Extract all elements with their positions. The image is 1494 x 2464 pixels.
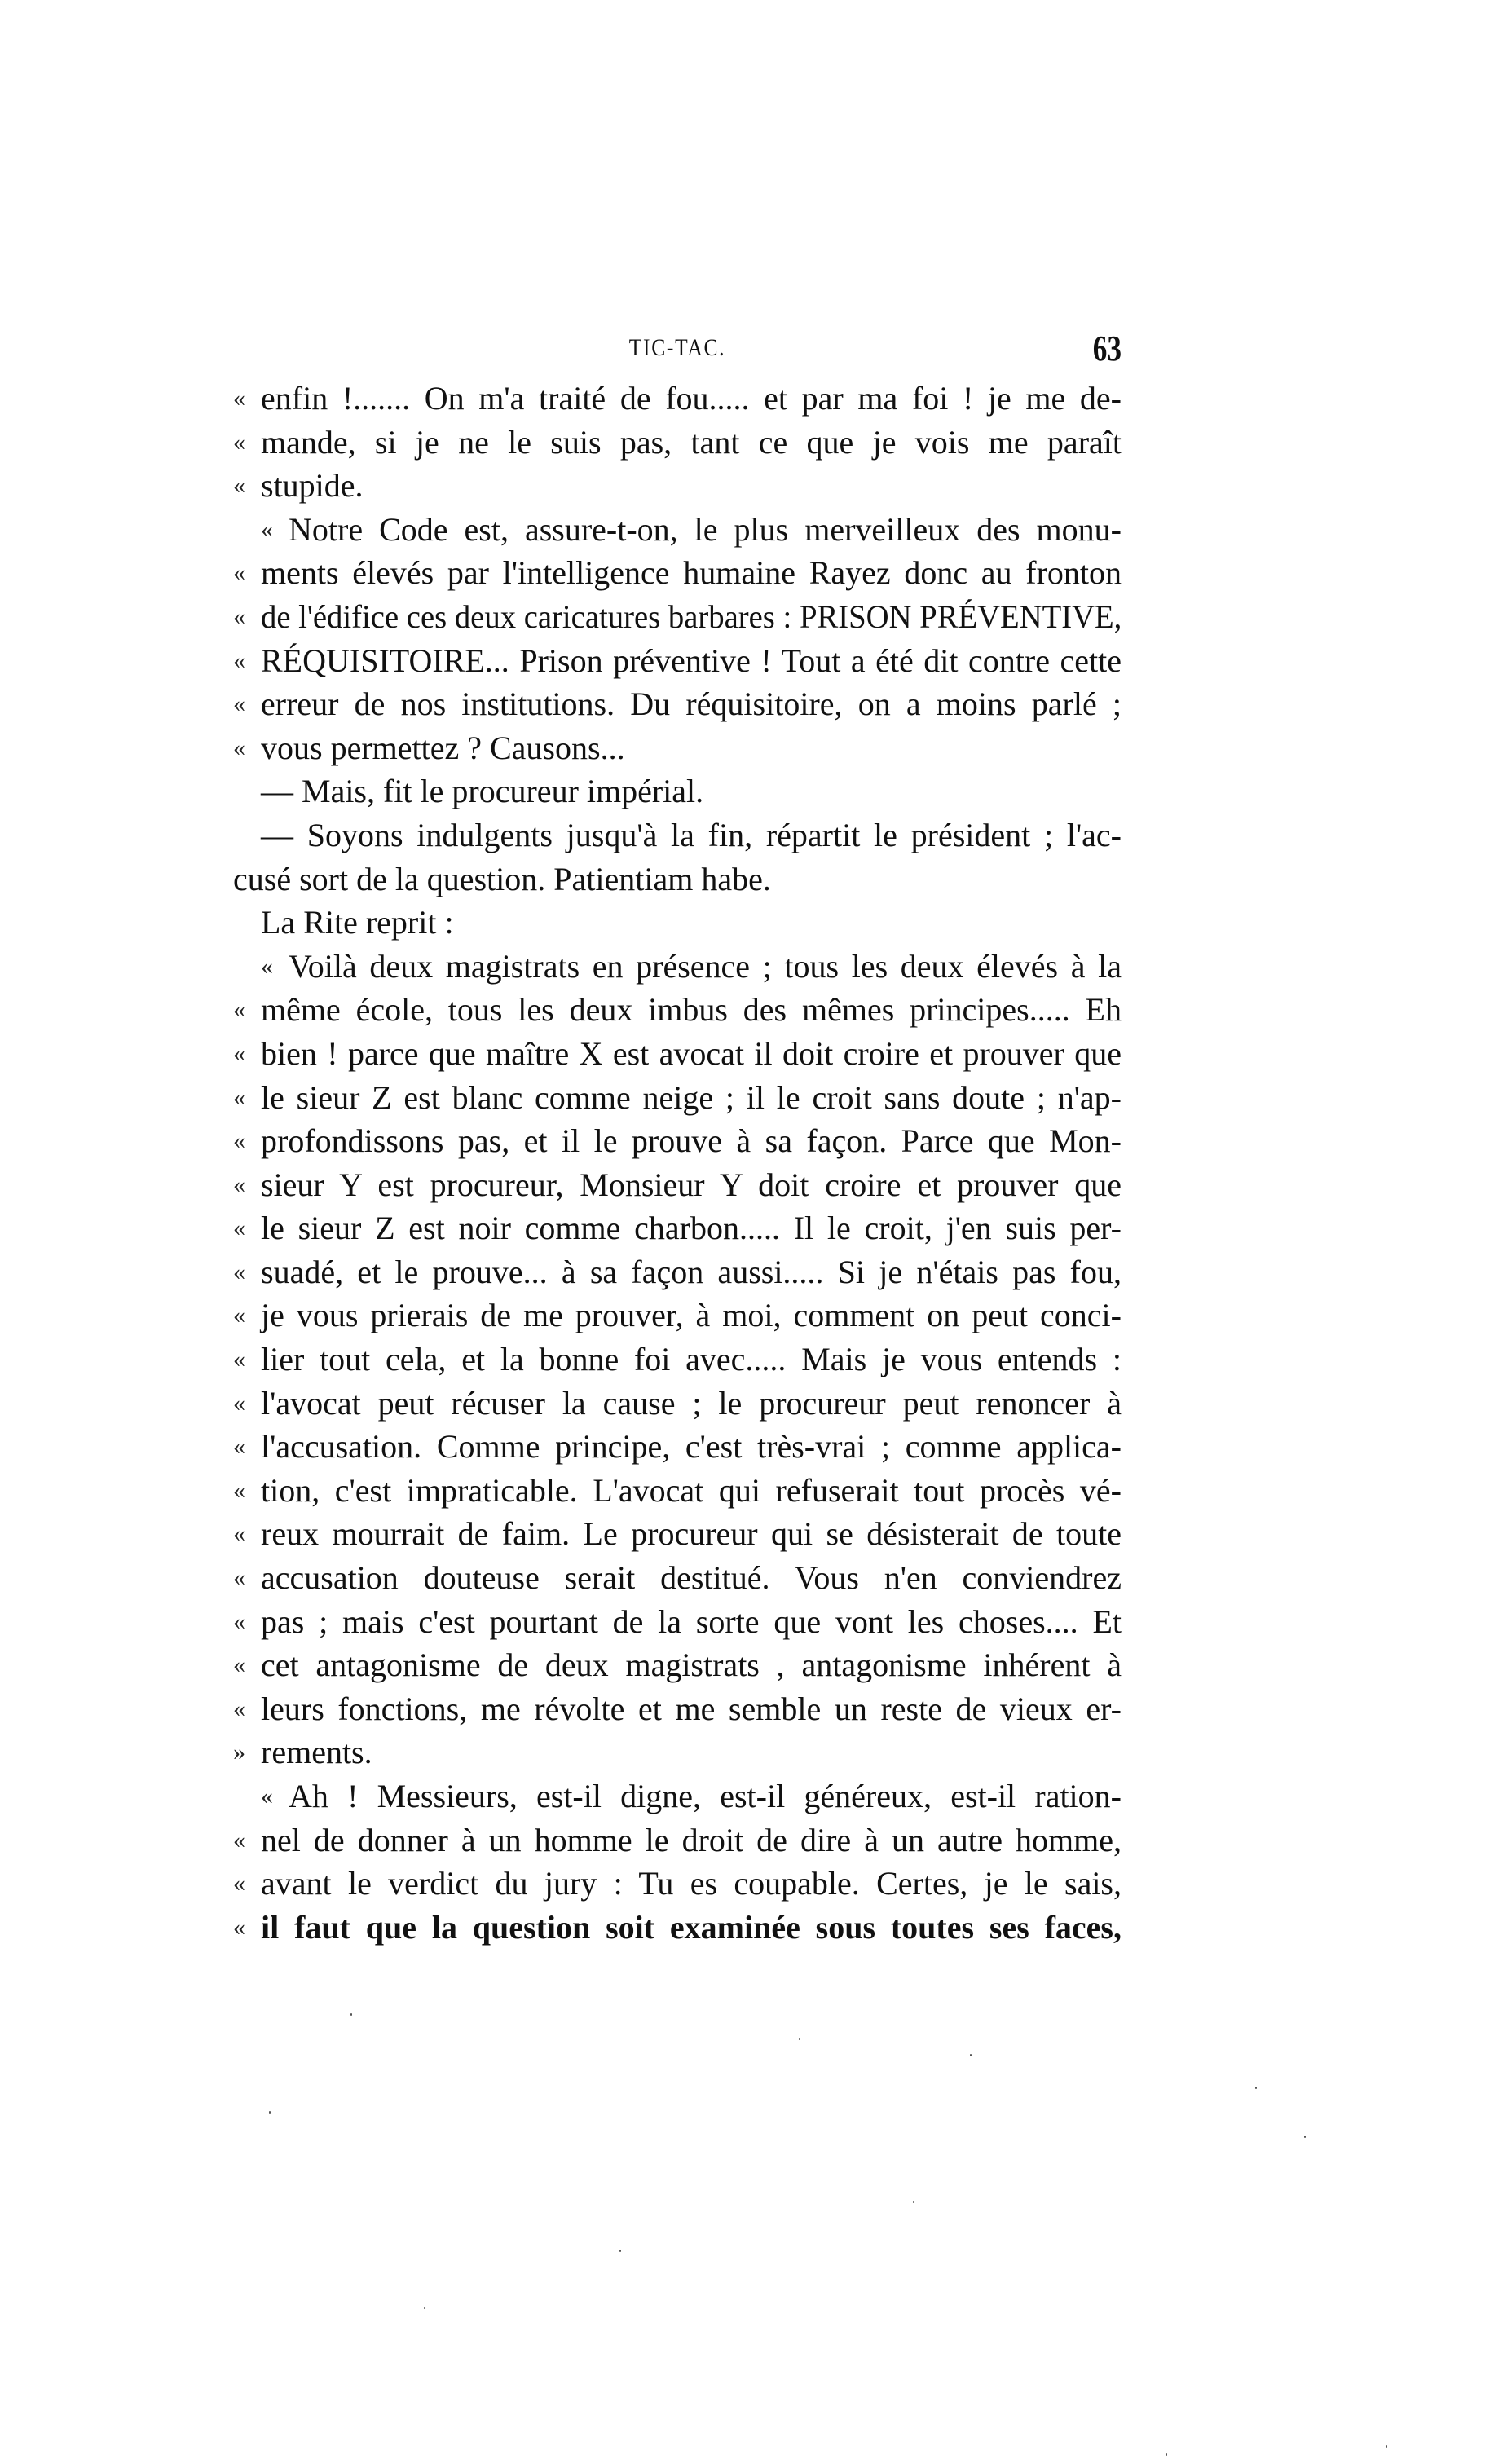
quote-mark: « [233, 1302, 245, 1329]
text-line [233, 1862, 1122, 1906]
quote-mark: « [233, 734, 245, 761]
line-text: Voilà deux magistrats en présence ; tous les deux élevés à la [289, 947, 1122, 985]
text-line [233, 1512, 1122, 1556]
quote-mark: « [233, 1346, 245, 1373]
text-line [233, 1906, 1122, 1950]
quote-mark: « [233, 559, 245, 587]
line-text: suadé, et le prouve... à sa façon aussi..... Si je n'étais pas fou, [261, 1253, 1122, 1290]
text-line [233, 421, 1122, 465]
body-text [233, 377, 1122, 1949]
line-text: Notre Code est, assure-t-on, le plus merveilleux des monu- [289, 510, 1122, 548]
line-text: de l'édifice ces deux caricatures barbares : PRISON PRÉVENTIVE, [261, 597, 1122, 635]
text-line [233, 988, 1122, 1032]
quote-mark: « [233, 602, 245, 630]
line-text: pas ; mais c'est pourtant de la sorte que vont les choses.... Et [261, 1602, 1122, 1640]
quote-mark: « [261, 515, 273, 543]
scan-speck [424, 2307, 425, 2309]
line-text: je vous prierais de me prouver, à moi, comment on peut conci- [261, 1297, 1122, 1334]
text-line [233, 508, 1122, 552]
text-line [233, 1338, 1122, 1382]
line-text: tion, c'est impraticable. L'avocat qui refuserait tout procès vé- [261, 1471, 1122, 1509]
scan-speck [970, 2054, 972, 2056]
quote-mark: « [233, 1607, 245, 1635]
line-text: — Soyons indulgents jusqu'à la fin, répartit le président ; l'ac- [261, 816, 1122, 853]
scan-speck [1166, 2453, 1167, 2456]
quote-mark: « [233, 1826, 245, 1854]
quote-mark: « [233, 1389, 245, 1417]
quote-mark: « [261, 952, 273, 980]
line-text: enfin !....... On m'a traité de fou..... et par ma foi ! je me de- [261, 380, 1122, 417]
quote-mark: « [233, 1433, 245, 1461]
text-line [233, 1076, 1122, 1120]
quote-mark: « [233, 1913, 245, 1941]
text-line [233, 1032, 1122, 1076]
line-text: mande, si je ne le suis pas, tant ce que je vois me paraît [261, 423, 1122, 461]
quote-mark: « [233, 428, 245, 456]
line-text: l'avocat peut récuser la cause ; le procureur peut renoncer à [261, 1384, 1122, 1422]
line-text: même école, tous les deux imbus des mêmes principes..... Eh [261, 991, 1122, 1029]
text-line [233, 464, 1122, 508]
line-text: sieur Y est procureur, Monsieur Y doit croire et prouver que [261, 1166, 1122, 1203]
line-text: nel de donner à un homme le droit de dire à un autre homme, [261, 1821, 1122, 1858]
quote-mark: « [233, 646, 245, 674]
text-line [233, 1774, 1122, 1818]
quote-mark: » [233, 1739, 245, 1766]
text-line [233, 813, 1122, 857]
running-title: TIC-TAC. [628, 334, 726, 361]
line-text: il faut que la question soit examinée sous toutes ses faces, [261, 1908, 1122, 1946]
quote-mark: « [233, 1127, 245, 1155]
quote-mark: « [261, 1783, 273, 1809]
scan-speck [269, 2111, 271, 2114]
text-line [233, 1469, 1122, 1513]
line-text: avant le verdict du jury : Tu es coupable. Certes, je le sais, [261, 1865, 1122, 1902]
text-line [233, 726, 1122, 770]
line-text: lier tout cela, et la bonne foi avec..... Mais je vous entends : [261, 1341, 1122, 1378]
text-line [233, 1119, 1122, 1163]
text-line [233, 1250, 1122, 1294]
scan-speck [1386, 2445, 1387, 2448]
text-line [233, 1206, 1122, 1250]
quote-mark: « [233, 1170, 245, 1198]
text-line [233, 1382, 1122, 1426]
scan-speck [619, 2250, 621, 2252]
line-text: vous permettez ? Causons... [261, 729, 625, 766]
line-text: profondissons pas, et il le prouve à sa façon. Parce que Mon- [261, 1122, 1122, 1160]
line-text: le sieur Z est blanc comme neige ; il le croit sans doute ; n'ap- [261, 1078, 1122, 1116]
line-text: l'accusation. Comme principe, c'est très-vrai ; comme applica- [261, 1428, 1122, 1466]
line-text: le sieur Z est noir comme charbon..... Il le croit, j'en suis per- [261, 1210, 1122, 1247]
line-text: stupide. [261, 467, 364, 505]
line-text: reux mourrait de faim. Le procureur qui se désisterait de toute [261, 1515, 1122, 1553]
quote-mark: « [233, 690, 245, 718]
text-line [233, 769, 1122, 813]
line-text: La Rite reprit : [261, 904, 454, 941]
line-text: — Mais, fit le procureur impérial. [261, 773, 704, 810]
line-text: leurs fonctions, me révolte et me semble un reste de vieux er- [261, 1690, 1122, 1727]
quote-mark: « [233, 472, 245, 500]
line-text: ments élevés par l'intelligence humaine Rayez donc au fronton [261, 554, 1122, 592]
line-text: rements. [261, 1734, 372, 1771]
text-line [233, 1425, 1122, 1469]
line-text: cet antagonisme de deux magistrats , antagonisme inhérent à [261, 1646, 1122, 1684]
quote-mark: « [233, 1870, 245, 1898]
quote-mark: « [233, 1564, 245, 1592]
scan-speck [799, 2038, 800, 2040]
text-line [233, 1600, 1122, 1644]
line-text: erreur de nos institutions. Du réquisitoire, on a moins parlé ; [261, 685, 1122, 723]
text-line [233, 1818, 1122, 1862]
running-head [233, 328, 1122, 377]
quote-mark: « [233, 1083, 245, 1111]
page-number: 63 [1092, 328, 1122, 368]
line-text: accusation douteuse serait destitué. Vous n'en conviendrez [261, 1559, 1122, 1597]
line-text: bien ! parce que maître X est avocat il doit croire et prouver que [261, 1034, 1122, 1072]
quote-mark: « [233, 1039, 245, 1067]
quote-mark: « [233, 385, 245, 412]
line-text: cusé sort de la question. Patientiam habe. [233, 860, 771, 897]
scan-speck [913, 2201, 914, 2203]
text-line [233, 901, 1122, 945]
text-line [233, 945, 1122, 989]
quote-mark: « [233, 996, 245, 1024]
text-line [233, 1643, 1122, 1687]
quote-mark: « [233, 1520, 245, 1548]
quote-mark: « [233, 1651, 245, 1679]
text-line [233, 639, 1122, 683]
text-line [233, 551, 1122, 595]
text-line [233, 377, 1122, 421]
text-line [233, 1730, 1122, 1774]
text-line [233, 595, 1122, 639]
text-line [233, 682, 1122, 726]
text-line [233, 857, 1122, 901]
quote-mark: « [233, 1214, 245, 1242]
line-text: Ah ! Messieurs, est-il digne, est-il généreux, est-il ration- [289, 1778, 1122, 1814]
text-line [233, 1556, 1122, 1600]
quote-mark: « [233, 1695, 245, 1722]
scan-speck [1304, 2136, 1306, 2138]
text-line [233, 1687, 1122, 1731]
scan-speck [1255, 2087, 1257, 2089]
quote-mark: « [233, 1258, 245, 1285]
line-text: RÉQUISITOIRE... Prison préventive ! Tout a été dit contre cette [261, 641, 1122, 679]
text-line [233, 1294, 1122, 1338]
text-line [233, 1163, 1122, 1207]
quote-mark: « [233, 1476, 245, 1504]
scan-speck [350, 2013, 352, 2016]
